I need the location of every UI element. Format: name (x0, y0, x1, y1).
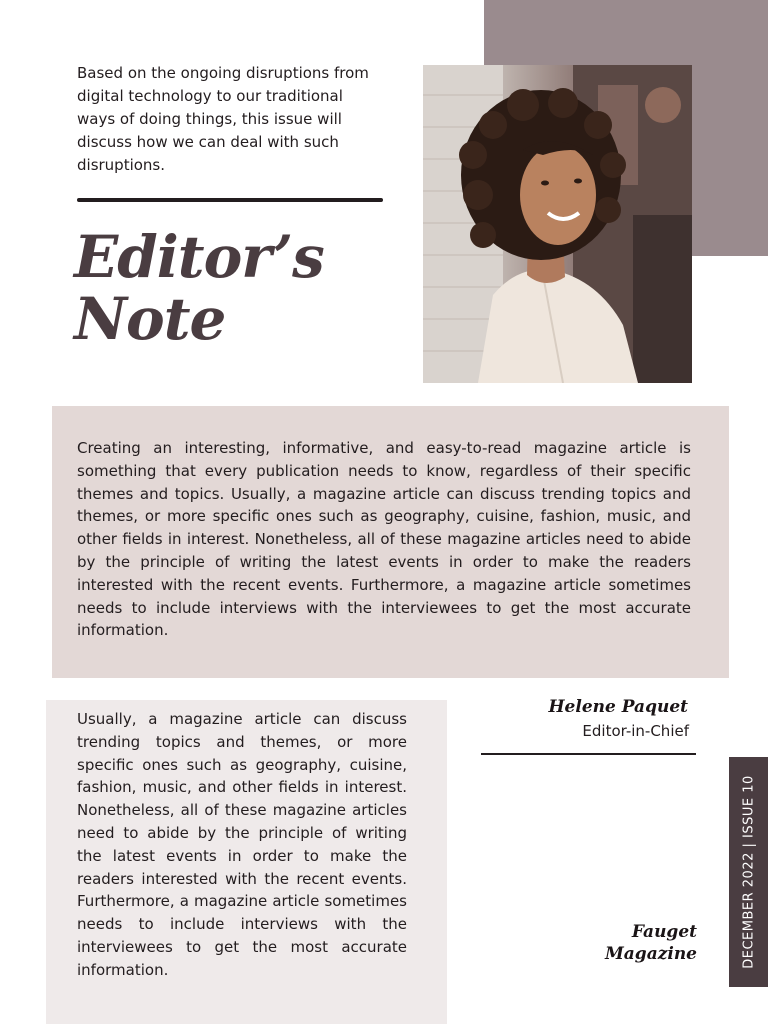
intro-text: Based on the ongoing disruptions from digital technology to our traditional ways of doing things, this issue will discuss how we can deal with such disruptions. (77, 64, 369, 174)
divider-top (77, 198, 383, 202)
title-line-2: Note (74, 285, 226, 353)
magazine-name-line-2: Magazine (604, 944, 697, 964)
page-title (74, 223, 324, 353)
magazine-name-line-1: Fauget (631, 922, 697, 942)
author-divider (481, 753, 696, 755)
portrait-photo (423, 65, 692, 383)
second-article-text: Usually, a magazine article can discuss trending topics and themes, or more specific ones such as geography, cuisine, fashion, music, and other fields in interest. Nonetheless, all of these magazine articles need to abide by the principle of writing the latest events in order to make the readers interested with the recent events. Furthermore, a magazine article sometimes needs to include interviews with the interviewees to get the most accurate information. (77, 710, 407, 979)
magazine-name (605, 921, 697, 965)
author-name: Helene Paquet (548, 697, 688, 717)
main-article-text: Creating an interesting, informative, and easy-to-read magazine article is something that every publication needs to know, regardless of their specific themes and topics. Usually, a magazine article can discuss trending topics and themes, or more specific ones such as geography, cuisine, fashion, music, and other fields in interest. Nonetheless, all of these magazine articles need to abide by the principle of writing the latest events in order to make the readers interested with the recent events. Furthermore, a magazine article sometimes needs to include interviews with the interviewees to get the most accurate information. (77, 439, 691, 640)
issue-label: DECEMBER 2022 | ISSUE 10 (741, 775, 756, 969)
title-line-1: Editor’s (74, 223, 324, 291)
author-role: Editor-in-Chief (582, 722, 689, 740)
issue-side-tab (729, 757, 768, 987)
